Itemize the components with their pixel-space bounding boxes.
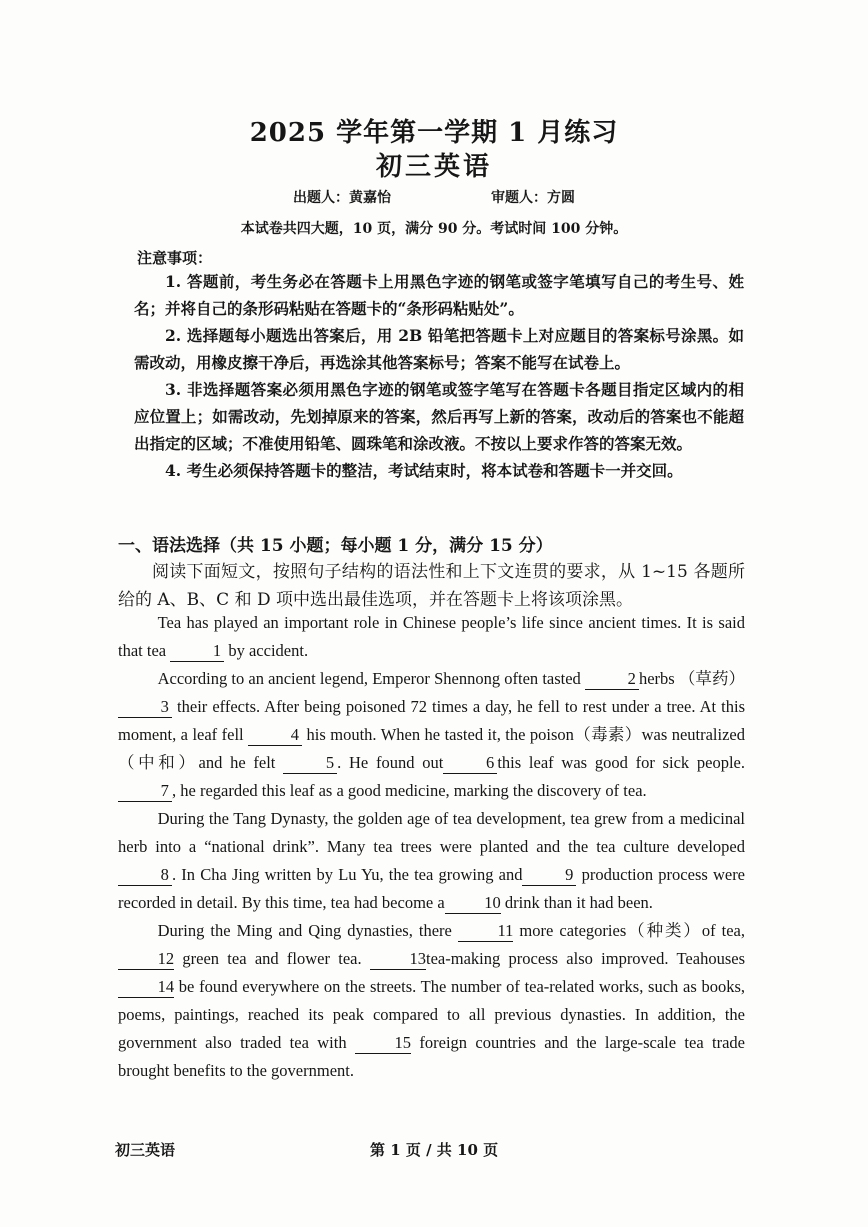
passage-paragraph: Tea has played an important role in Chinese people’s life since ancient times. It is said that tea 1 by accident. (118, 613, 745, 660)
answer-blank-3: 3 (118, 697, 172, 718)
section-heading: 一、语法选择（共 15 小题；每小题 1 分，满分 15 分） (118, 536, 553, 556)
answer-blank-5: 5 (283, 753, 337, 774)
setter: 出题人：黄嘉怡 (293, 190, 391, 206)
exam-title: 2025 学年第一学期 1 月练习 (249, 118, 619, 148)
answer-blank-4: 4 (248, 725, 302, 746)
notice-item: 2. 选择题每小题选出答案后，用 2B 铅笔把答题卡上对应题目的答案标号涂黑。如需改动，用橡皮擦干净后，再选涂其他答案标号；答案不能写在试卷上。 (134, 326, 744, 372)
answer-blank-9: 9 (522, 865, 576, 886)
notice-item: 1. 答题前，考生务必在答题卡上用黑色字迹的钢笔或签字笔填写自己的考生号、姓名；并将自己的条形码粘贴在答题卡的“条形码粘贴处”。 (134, 272, 744, 318)
answer-blank-2: 2 (585, 669, 639, 690)
answer-blank-11: 11 (458, 921, 513, 942)
answer-blank-1: 1 (170, 641, 224, 662)
exam-intro: 本试卷共四大题，10 页，满分 90 分。考试时间 100 分钟。 (240, 221, 628, 237)
footer-subject: 初三英语 (115, 1141, 176, 1159)
answer-blank-10: 10 (445, 893, 501, 914)
footer-page-number: 第 1 页 / 共 10 页 (370, 1141, 499, 1159)
answer-blank-6: 6 (443, 753, 497, 774)
passage (118, 609, 745, 1085)
answer-blank-13: 13 (370, 949, 426, 970)
section-direction: 阅读下面短文，按照句子结构的语法性和上下文连贯的要求，从 1~15 各题所给的 A、B、C 和 D 项中选出最佳选项，并在答题卡上将该项涂黑。 (118, 562, 745, 610)
notice-heading: 注意事项： (137, 249, 213, 267)
exam-subject-title: 初三英语 (375, 152, 492, 182)
reviewer: 审题人：方圆 (491, 190, 575, 206)
notice-list (134, 268, 744, 484)
notice-item: 4. 考生必须保持答题卡的整洁，考试结束时，将本试卷和答题卡一并交回。 (165, 461, 683, 480)
answer-blank-12: 12 (118, 949, 174, 970)
authors-line (0, 187, 868, 207)
answer-blank-14: 14 (118, 977, 174, 998)
passage-paragraph: During the Tang Dynasty, the golden age of tea development, tea grew from a medicinal herb into a “national drink”. Many tea trees were planted and the tea culture developed8 . In Cha Jing written by Lu Yu, the tea growing and 9 production process were recorded in detail. By this time, tea had become a 10 drink than it had been. (118, 809, 746, 912)
answer-blank-8: 8 (118, 865, 172, 886)
passage-paragraph: According to an ancient legend, Emperor Shennong often tasted 2 herbs （草药） 3 their effects. After being poisoned 72 times a day, he fell to rest under a tree. At this moment, a leaf fell 4 his mouth. When he tasted it, the poison（毒素）was neutralized（中和）and he felt 5 . He found out 6 this leaf was good for sick people. 7 , he regarded this leaf as a good medicine, marking the discovery of tea. (118, 669, 745, 800)
answer-blank-15: 15 (355, 1033, 411, 1054)
notice-item: 3. 非选择题答案必须用黑色字迹的钢笔或签字笔写在答题卡各题目指定区域内的相应位置上；如需改动，先划掉原来的答案，然后再写上新的答案，改动后的答案也不能超出指定的区域；不准使用铅笔、圆珠笔和涂改液。不按以上要求作答的答案无效。 (134, 380, 744, 453)
answer-blank-7: 7 (118, 781, 172, 802)
passage-paragraph: During the Ming and Qing dynasties, there 11 more categories（种类）of tea, 12 green tea and flower tea. 13tea-making process also improved. Teahouses 14 be found everywhere on the streets. The number of tea-related works, such as books, poems, paintings, reached its peak compared to all previous dynasties. In addition, the government also traded tea with 15 foreign countries and the large-scale tea trade brought benefits to the government. (118, 921, 745, 1080)
